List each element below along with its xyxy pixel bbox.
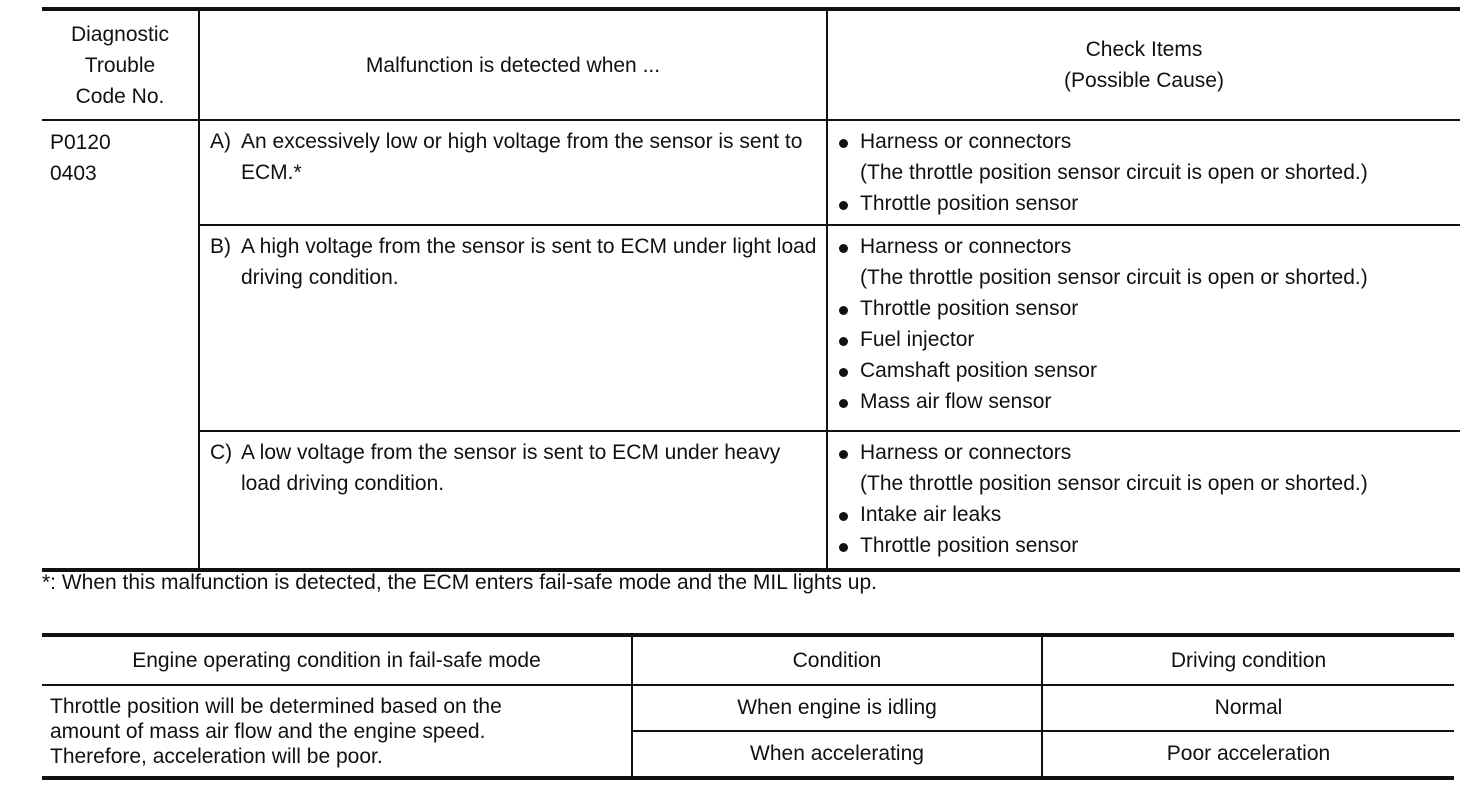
engine-condition-line: Throttle position will be determined based on the (50, 695, 502, 718)
condition-cell: When accelerating (632, 731, 1042, 778)
header-dtc-code-line: Diagnostic (70, 22, 170, 46)
header-malfunction: Malfunction is detected when ... (199, 9, 827, 120)
list-item: Throttle position sensor (838, 293, 1456, 324)
header-check-line: Check Items (1085, 38, 1203, 61)
bullet-icon (838, 355, 860, 386)
malfunction-cell (199, 120, 827, 225)
list-item: Fuel injector (838, 324, 1456, 355)
malfunction-text: A low voltage from the sensor is sent to ECM under heavy load driving condition. (241, 441, 781, 495)
table-row (42, 431, 1460, 570)
check-items-cell (827, 225, 1460, 431)
failsafe-header-row (42, 635, 1454, 685)
row-letter: A) (210, 130, 231, 153)
list-item: Harness or connectors (838, 126, 1456, 157)
driving-condition-cell: Poor acceleration (1042, 731, 1454, 778)
list-item: Harness or connectors (838, 231, 1456, 262)
cause-note: (The throttle position sensor circuit is open or shorted.) (860, 472, 1368, 495)
table-row (42, 120, 1460, 225)
dtc-table (42, 7, 1460, 572)
malfunction-text: An excessively low or high voltage from the sensor is sent to ECM.* (241, 130, 803, 184)
condition-cell: When engine is idling (632, 685, 1042, 731)
bullet-icon (838, 437, 860, 468)
dtc-code: P0120 (50, 131, 111, 154)
bullet-icon (838, 386, 860, 417)
engine-condition-line: Therefore, acceleration will be poor. (50, 745, 383, 768)
malfunction-cell (199, 431, 827, 570)
table-row (42, 685, 1454, 731)
failsafe-table (42, 633, 1454, 780)
dtc-header-row (42, 9, 1460, 120)
engine-condition-line: amount of mass air flow and the engine speed. (50, 720, 486, 743)
header-dtc-code-line: Code No. (75, 84, 165, 108)
header-engine-condition: Engine operating condition in fail-safe mode (42, 635, 632, 685)
dtc-code-cell (42, 120, 199, 570)
check-items-cell (827, 120, 1460, 225)
header-dtc-code (42, 9, 199, 120)
bullet-icon (838, 293, 860, 324)
malfunction-text: A high voltage from the sensor is sent to ECM under light load driving condition. (241, 235, 817, 289)
header-condition: Condition (632, 635, 1042, 685)
footnote: *: When this malfunction is detected, the ECM enters fail-safe mode and the MIL lights up. (42, 571, 877, 594)
row-letter: C) (210, 441, 233, 464)
list-item: Mass air flow sensor (838, 386, 1456, 417)
header-dtc-code-line: Trouble (84, 53, 156, 77)
list-item: Harness or connectors (838, 437, 1456, 468)
bullet-icon (838, 231, 860, 262)
bullet-icon (838, 499, 860, 530)
malfunction-cell (199, 225, 827, 431)
check-items-cell (827, 431, 1460, 570)
bullet-icon (838, 530, 860, 561)
table-row (42, 225, 1460, 431)
cause-note: (The throttle position sensor circuit is open or shorted.) (860, 266, 1368, 289)
list-item: Throttle position sensor (838, 188, 1456, 219)
bullet-icon (838, 324, 860, 355)
list-item: Intake air leaks (838, 499, 1456, 530)
row-letter: B) (210, 235, 231, 258)
header-check-items (827, 9, 1460, 120)
bullet-icon (838, 188, 860, 219)
header-driving-condition: Driving condition (1042, 635, 1454, 685)
list-item: Throttle position sensor (838, 530, 1456, 561)
engine-condition-text (42, 685, 632, 778)
driving-condition-cell: Normal (1042, 685, 1454, 731)
bullet-icon (838, 126, 860, 157)
header-check-line: (Possible Cause) (1064, 69, 1224, 92)
list-item: Camshaft position sensor (838, 355, 1456, 386)
cause-note: (The throttle position sensor circuit is open or shorted.) (860, 161, 1368, 184)
dtc-code: 0403 (50, 162, 97, 185)
